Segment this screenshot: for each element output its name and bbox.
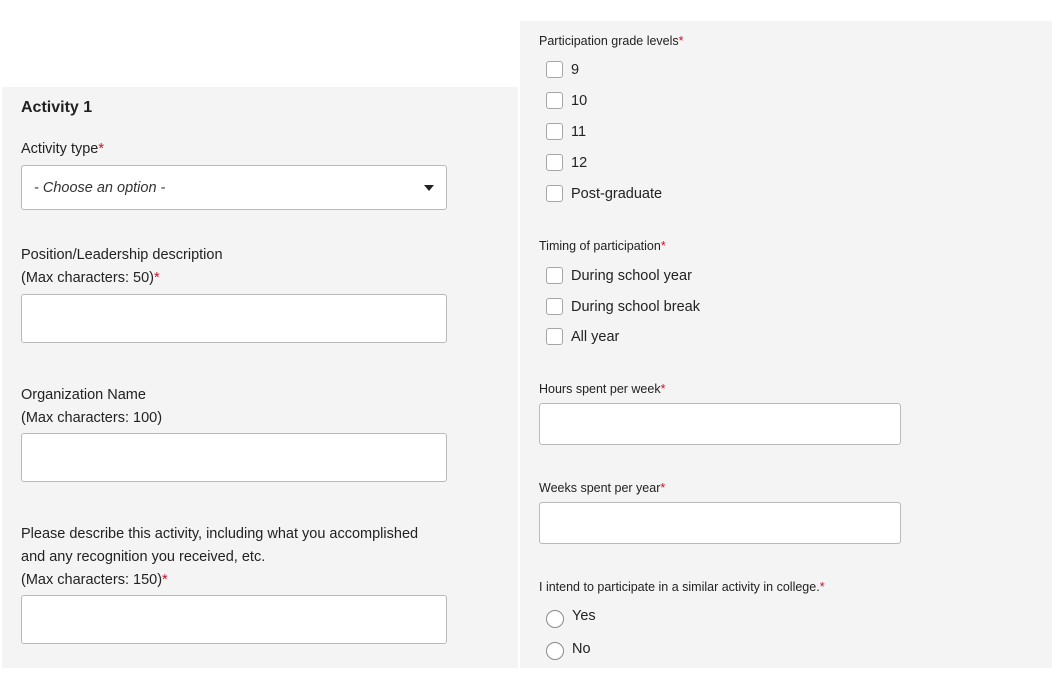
weeks-label: [539, 481, 665, 495]
org-label-line2: (Max characters: 100): [21, 410, 163, 426]
activity-title: Activity 1: [21, 99, 93, 116]
intent-label-text: I intend to participate in a similar activity in college.: [539, 580, 820, 594]
grade-option-post-graduate[interactable]: [546, 185, 662, 202]
position-label-line1: Position/Leadership description: [21, 247, 223, 263]
timing-school-year-checkbox[interactable]: [546, 267, 563, 284]
activity-type-selected-value: - Choose an option -: [34, 179, 166, 196]
hours-per-week-input[interactable]: [539, 403, 901, 445]
grade-10-label: 10: [571, 92, 588, 109]
grade-10-checkbox[interactable]: [546, 92, 563, 109]
activity-type-select[interactable]: [21, 165, 447, 210]
chevron-down-icon: [424, 185, 434, 191]
position-label-line2: (Max characters: 50): [21, 270, 154, 286]
activity-type-label: [21, 138, 104, 161]
description-label-line1: Please describe this activity, including what you accomplished: [21, 526, 419, 542]
required-mark: *: [660, 481, 666, 495]
description-label-line2: and any recognition you received, etc.: [21, 549, 266, 565]
position-label-line2-wrap: [21, 267, 223, 290]
grade-post-graduate-checkbox[interactable]: [546, 185, 563, 202]
intent-yes-radio[interactable]: [546, 610, 564, 628]
position-input[interactable]: [21, 294, 447, 343]
org-label: [21, 384, 162, 430]
timing-option-school-break[interactable]: [546, 298, 700, 315]
intent-no-radio[interactable]: [546, 642, 564, 660]
grade-option-10[interactable]: [546, 92, 587, 109]
timing-school-break-checkbox[interactable]: [546, 298, 563, 315]
required-mark: *: [660, 239, 666, 253]
timing-label: [539, 239, 666, 253]
timing-option-all-year[interactable]: [546, 328, 619, 345]
description-label-line3: (Max characters: 150): [21, 572, 163, 588]
required-mark: *: [98, 141, 105, 157]
grade-levels-label-text: Participation grade levels: [539, 34, 679, 48]
timing-school-break-label: During school break: [571, 298, 700, 315]
hours-label: [539, 382, 665, 396]
grade-9-label: 9: [571, 61, 580, 78]
grade-9-checkbox[interactable]: [546, 61, 563, 78]
grade-option-12[interactable]: [546, 154, 587, 171]
required-mark: *: [660, 382, 666, 396]
description-input[interactable]: [21, 595, 447, 644]
grade-11-checkbox[interactable]: [546, 123, 563, 140]
timing-all-year-checkbox[interactable]: [546, 328, 563, 345]
grade-12-label: 12: [571, 154, 588, 171]
grade-11-label: 11: [571, 123, 587, 140]
required-mark: *: [819, 580, 825, 594]
grade-option-11[interactable]: [546, 123, 586, 140]
grade-levels-label: [539, 34, 684, 48]
weeks-per-year-input[interactable]: [539, 502, 901, 544]
required-mark: *: [162, 572, 168, 588]
intent-option-yes[interactable]: [546, 604, 596, 628]
timing-all-year-label: All year: [571, 328, 620, 345]
intent-no-label: No: [572, 641, 591, 657]
timing-option-school-year[interactable]: [546, 267, 692, 284]
intent-option-no[interactable]: [546, 638, 591, 660]
grade-12-checkbox[interactable]: [546, 154, 563, 171]
grade-option-9[interactable]: [546, 61, 579, 78]
intent-yes-label: Yes: [572, 608, 596, 624]
activity-type-label-text: Activity type: [21, 141, 99, 157]
intent-label: [539, 580, 825, 594]
timing-label-text: Timing of participation: [539, 239, 661, 253]
grade-post-graduate-label: Post-graduate: [571, 185, 663, 202]
org-name-input[interactable]: [21, 433, 447, 482]
position-label: [21, 244, 223, 290]
description-label: [21, 523, 501, 592]
weeks-label-text: Weeks spent per year: [539, 481, 661, 495]
timing-school-year-label: During school year: [571, 267, 692, 284]
required-mark: *: [678, 34, 684, 48]
org-label-line1: Organization Name: [21, 387, 146, 403]
description-label-line3-wrap: [21, 569, 501, 592]
hours-label-text: Hours spent per week: [539, 382, 661, 396]
required-mark: *: [153, 270, 160, 286]
